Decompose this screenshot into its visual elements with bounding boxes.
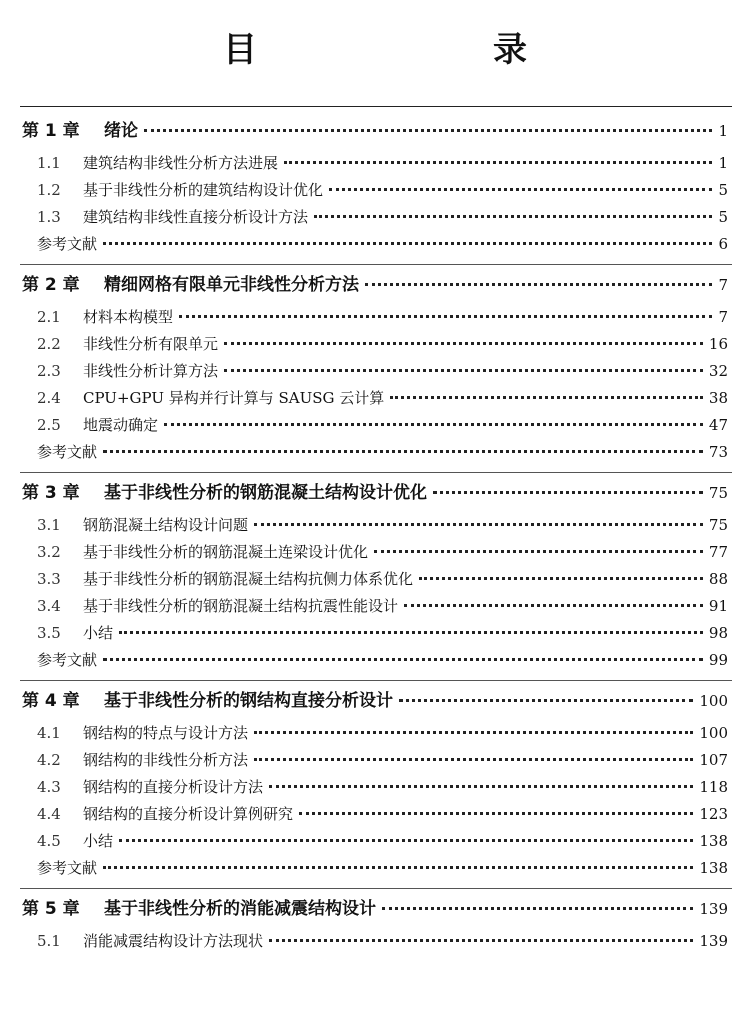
dot-leader xyxy=(269,784,693,788)
toc-section-entry[interactable] xyxy=(0,722,750,749)
entry-page-number: 7 xyxy=(718,308,728,326)
entry-number: 2.2 xyxy=(37,335,61,353)
toc-section-entry[interactable] xyxy=(0,568,750,595)
toc-chapter-entry[interactable] xyxy=(0,686,750,713)
dot-leader xyxy=(365,282,712,286)
toc-section-entry[interactable] xyxy=(0,179,750,206)
entry-title: 基于非线性分析的钢筋混凝土连梁设计优化 xyxy=(83,543,369,561)
dot-leader xyxy=(119,838,693,842)
entry-page-number: 1 xyxy=(718,154,728,172)
dot-leader xyxy=(224,341,703,345)
entry-page-number: 73 xyxy=(708,443,728,461)
toc-section-entry[interactable] xyxy=(0,830,750,857)
entry-title: 基于非线性分析的钢筋混凝土结构抗侧力体系优化 xyxy=(83,570,414,588)
entry-number: 3.4 xyxy=(37,597,61,615)
dot-leader xyxy=(433,490,703,494)
entry-page-number: 100 xyxy=(699,724,728,742)
toc-chapter-entry[interactable] xyxy=(0,894,750,921)
entry-page-number: 38 xyxy=(708,389,728,407)
dot-leader xyxy=(329,187,712,191)
entry-page-number: 6 xyxy=(718,235,728,253)
entry-page-number: 98 xyxy=(708,624,728,642)
dot-leader xyxy=(269,938,693,942)
dot-leader xyxy=(179,314,712,318)
entry-title: 基于非线性分析的消能减震结构设计 xyxy=(104,899,376,919)
chapter-divider xyxy=(20,264,732,265)
entry-number: 第 1 章 xyxy=(22,121,80,141)
entry-title: CPU+GPU 异构并行计算与 SAUSG 云计算 xyxy=(83,389,385,407)
toc-section-entry[interactable] xyxy=(0,414,750,441)
entry-title: 钢结构的直接分析设计算例研究 xyxy=(83,805,294,823)
title-rule xyxy=(20,106,732,107)
entry-number: 3.2 xyxy=(37,543,61,561)
entry-title: 绪论 xyxy=(104,121,138,141)
entry-page-number: 47 xyxy=(708,416,728,434)
entry-number: 2.3 xyxy=(37,362,61,380)
dot-leader xyxy=(224,368,703,372)
dot-leader xyxy=(382,906,693,910)
entry-number: 4.5 xyxy=(37,832,61,850)
entry-page-number: 91 xyxy=(708,597,728,615)
entry-title: 参考文献 xyxy=(37,859,98,877)
toc-references-entry[interactable] xyxy=(0,233,750,260)
dot-leader xyxy=(119,630,703,634)
entry-number: 4.3 xyxy=(37,778,61,796)
entry-number: 1.2 xyxy=(37,181,61,199)
entry-title: 材料本构模型 xyxy=(83,308,174,326)
entry-page-number: 138 xyxy=(699,859,728,877)
dot-leader xyxy=(419,576,703,580)
entry-page-number: 32 xyxy=(708,362,728,380)
toc-section-entry[interactable] xyxy=(0,360,750,387)
entry-title: 精细网格有限单元非线性分析方法 xyxy=(104,275,359,295)
entry-page-number: 107 xyxy=(699,751,728,769)
chapter-divider xyxy=(20,472,732,473)
dot-leader xyxy=(374,549,703,553)
entry-page-number: 7 xyxy=(718,276,728,294)
entry-page-number: 138 xyxy=(699,832,728,850)
toc-section-entry[interactable] xyxy=(0,803,750,830)
toc-section-entry[interactable] xyxy=(0,541,750,568)
entry-title: 小结 xyxy=(83,624,114,642)
entry-title: 参考文献 xyxy=(37,651,98,669)
entry-page-number: 88 xyxy=(708,570,728,588)
dot-leader xyxy=(164,422,703,426)
entry-number: 2.4 xyxy=(37,389,61,407)
entry-title: 非线性分析计算方法 xyxy=(83,362,219,380)
entry-title: 建筑结构非线性分析方法进展 xyxy=(83,154,279,172)
toc-section-entry[interactable] xyxy=(0,387,750,414)
entry-page-number: 75 xyxy=(708,516,728,534)
entry-number: 3.1 xyxy=(37,516,61,534)
dot-leader xyxy=(299,811,693,815)
entry-title: 钢筋混凝土结构设计问题 xyxy=(83,516,249,534)
toc-section-entry[interactable] xyxy=(0,595,750,622)
entry-number: 3.3 xyxy=(37,570,61,588)
entry-number: 第 4 章 xyxy=(22,691,80,711)
entry-page-number: 139 xyxy=(699,932,728,950)
toc-section-entry[interactable] xyxy=(0,206,750,233)
entry-page-number: 118 xyxy=(699,778,728,796)
entry-page-number: 123 xyxy=(699,805,728,823)
entry-page-number: 77 xyxy=(708,543,728,561)
dot-leader xyxy=(103,865,693,869)
entry-title: 基于非线性分析的钢筋混凝土结构抗震性能设计 xyxy=(83,597,399,615)
entry-number: 4.1 xyxy=(37,724,61,742)
entry-number: 1.1 xyxy=(37,154,61,172)
dot-leader xyxy=(284,160,712,164)
entry-title: 参考文献 xyxy=(37,443,98,461)
dot-leader xyxy=(254,730,693,734)
entry-title: 参考文献 xyxy=(37,235,98,253)
toc-section-entry[interactable] xyxy=(0,306,750,333)
dot-leader xyxy=(103,449,703,453)
entry-number: 2.5 xyxy=(37,416,61,434)
toc-section-entry[interactable] xyxy=(0,749,750,776)
dot-leader xyxy=(390,395,703,399)
entry-page-number: 99 xyxy=(708,651,728,669)
dot-leader xyxy=(399,698,693,702)
toc-chapter-entry[interactable] xyxy=(0,270,750,297)
toc-section-entry[interactable] xyxy=(0,776,750,803)
dot-leader xyxy=(103,241,712,245)
entry-title: 钢结构的非线性分析方法 xyxy=(83,751,249,769)
entry-page-number: 5 xyxy=(718,208,728,226)
entry-title: 小结 xyxy=(83,832,114,850)
entry-page-number: 75 xyxy=(708,484,728,502)
entry-title: 钢结构的直接分析设计方法 xyxy=(83,778,264,796)
toc-section-entry[interactable] xyxy=(0,622,750,649)
entry-page-number: 1 xyxy=(718,122,728,140)
toc-references-entry[interactable] xyxy=(0,857,750,884)
entry-number: 1.3 xyxy=(37,208,61,226)
entry-title: 钢结构的特点与设计方法 xyxy=(83,724,249,742)
toc-chapter-entry[interactable] xyxy=(0,478,750,505)
dot-leader xyxy=(144,128,712,132)
entry-title: 基于非线性分析的建筑结构设计优化 xyxy=(83,181,324,199)
entry-number: 5.1 xyxy=(37,932,61,950)
entry-number: 4.4 xyxy=(37,805,61,823)
toc-section-entry[interactable] xyxy=(0,333,750,360)
entry-number: 3.5 xyxy=(37,624,61,642)
entry-title: 非线性分析有限单元 xyxy=(83,335,219,353)
toc-references-entry[interactable] xyxy=(0,649,750,676)
entry-page-number: 100 xyxy=(699,692,728,710)
toc-section-entry[interactable] xyxy=(0,930,750,957)
chapter-divider xyxy=(20,888,732,889)
entry-number: 第 3 章 xyxy=(22,483,80,503)
dot-leader xyxy=(314,214,712,218)
entry-page-number: 5 xyxy=(718,181,728,199)
page-title: 目 录 xyxy=(223,30,583,70)
entry-title: 消能减震结构设计方法现状 xyxy=(83,932,264,950)
toc-section-entry[interactable] xyxy=(0,514,750,541)
entry-page-number: 139 xyxy=(699,900,728,918)
entry-number: 第 5 章 xyxy=(22,899,80,919)
dot-leader xyxy=(404,603,703,607)
toc-chapter-entry[interactable] xyxy=(0,116,750,143)
entry-number: 第 2 章 xyxy=(22,275,80,295)
chapter-divider xyxy=(20,680,732,681)
entry-title: 基于非线性分析的钢结构直接分析设计 xyxy=(104,691,393,711)
toc-references-entry[interactable] xyxy=(0,441,750,468)
entry-number: 2.1 xyxy=(37,308,61,326)
entry-title: 建筑结构非线性直接分析设计方法 xyxy=(83,208,309,226)
entry-page-number: 16 xyxy=(708,335,728,353)
entry-number: 4.2 xyxy=(37,751,61,769)
toc-section-entry[interactable] xyxy=(0,152,750,179)
dot-leader xyxy=(254,757,693,761)
entry-title: 基于非线性分析的钢筋混凝土结构设计优化 xyxy=(104,483,427,503)
dot-leader xyxy=(254,522,703,526)
dot-leader xyxy=(103,657,703,661)
entry-title: 地震动确定 xyxy=(83,416,159,434)
